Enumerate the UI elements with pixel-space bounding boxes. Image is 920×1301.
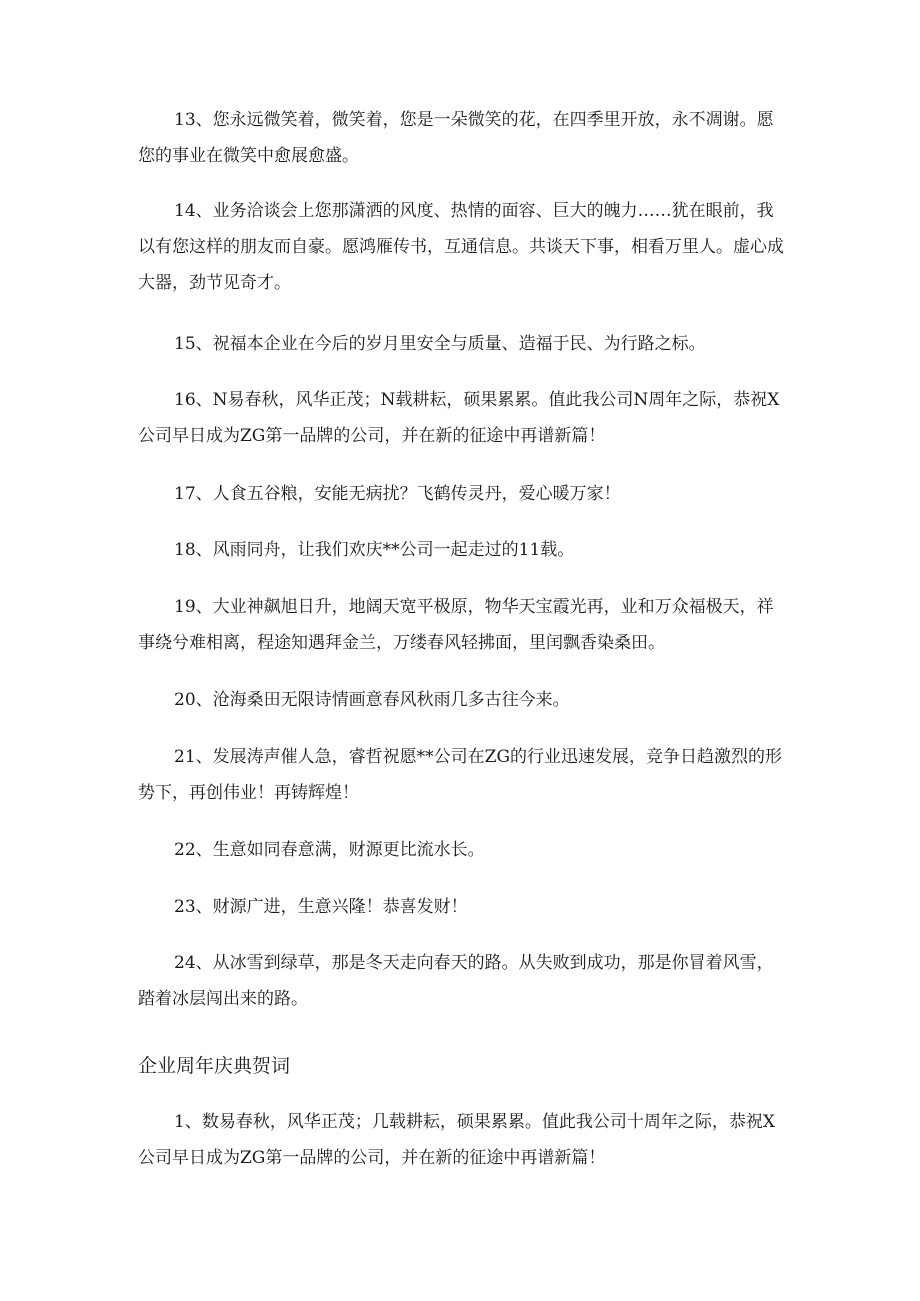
- paragraph-22: 22、生意如同春意满，财源更比流水长。: [174, 840, 485, 860]
- paragraph-15: 15、祝福本企业在今后的岁月里安全与质量、造福于民、为行路之标。: [174, 334, 706, 354]
- paragraph-18: 18、风雨同舟，让我们欢庆**公司一起走过的11载。: [174, 540, 575, 560]
- paragraph-13: 13、您永远微笑着，微笑着，您是一朵微笑的花，在四季里开放，永不凋谢。愿您的事业在微笑中愈展愈盛。: [138, 110, 774, 166]
- paragraph-14: 14、业务洽谈会上您那潇洒的风度、热情的面容、巨大的魄力……犹在眼前，我以有您这样的朋友而自豪。愿鸿雁传书，互通信息。共谈天下事，相看万里人。虚心成大器，劲节见奇才。: [138, 201, 784, 293]
- paragraph-24: 24、从冰雪到绿草，那是冬天走向春天的路。从失败到成功，那是你冒着风雪，踏着冰层闯出来的路。: [138, 953, 774, 1009]
- paragraph-16: 16、N易春秋，风华正茂；N载耕耘，硕果累累。值此我公司N周年之际，恭祝X公司早日成为ZG第一品牌的公司，并在新的征途中再谱新篇！: [138, 390, 780, 446]
- paragraph-17: 17、人食五谷粮，安能无病扰？飞鹤传灵丹，爱心暖万家！: [174, 484, 621, 504]
- paragraph-21: 21、发展涛声催人急，睿哲祝愿**公司在ZG的行业迅速发展，竞争日趋激烈的形势下，再创伟业！再铸辉煌！: [138, 747, 783, 803]
- section-paragraph-1: 1、数易春秋，风华正茂；几载耕耘，硕果累累。值此我公司十周年之际，恭祝X公司早日成为ZG第一品牌的公司，并在新的征途中再谱新篇！: [138, 1112, 775, 1168]
- paragraph-20: 20、沧海桑田无限诗情画意春风秋雨几多古往今来。: [174, 690, 570, 710]
- section-heading: 企业周年庆典贺词: [138, 1055, 291, 1077]
- paragraph-19: 19、大业神飙旭日升，地阔天宽平极原，物华天宝霞光再，业和万众福极天，祥事绕兮难相离，程途知遇拜金兰，万缕春风轻拂面，里闰飘香染桑田。: [138, 597, 774, 653]
- paragraph-23: 23、财源广进，生意兴隆！恭喜发财！: [174, 897, 468, 917]
